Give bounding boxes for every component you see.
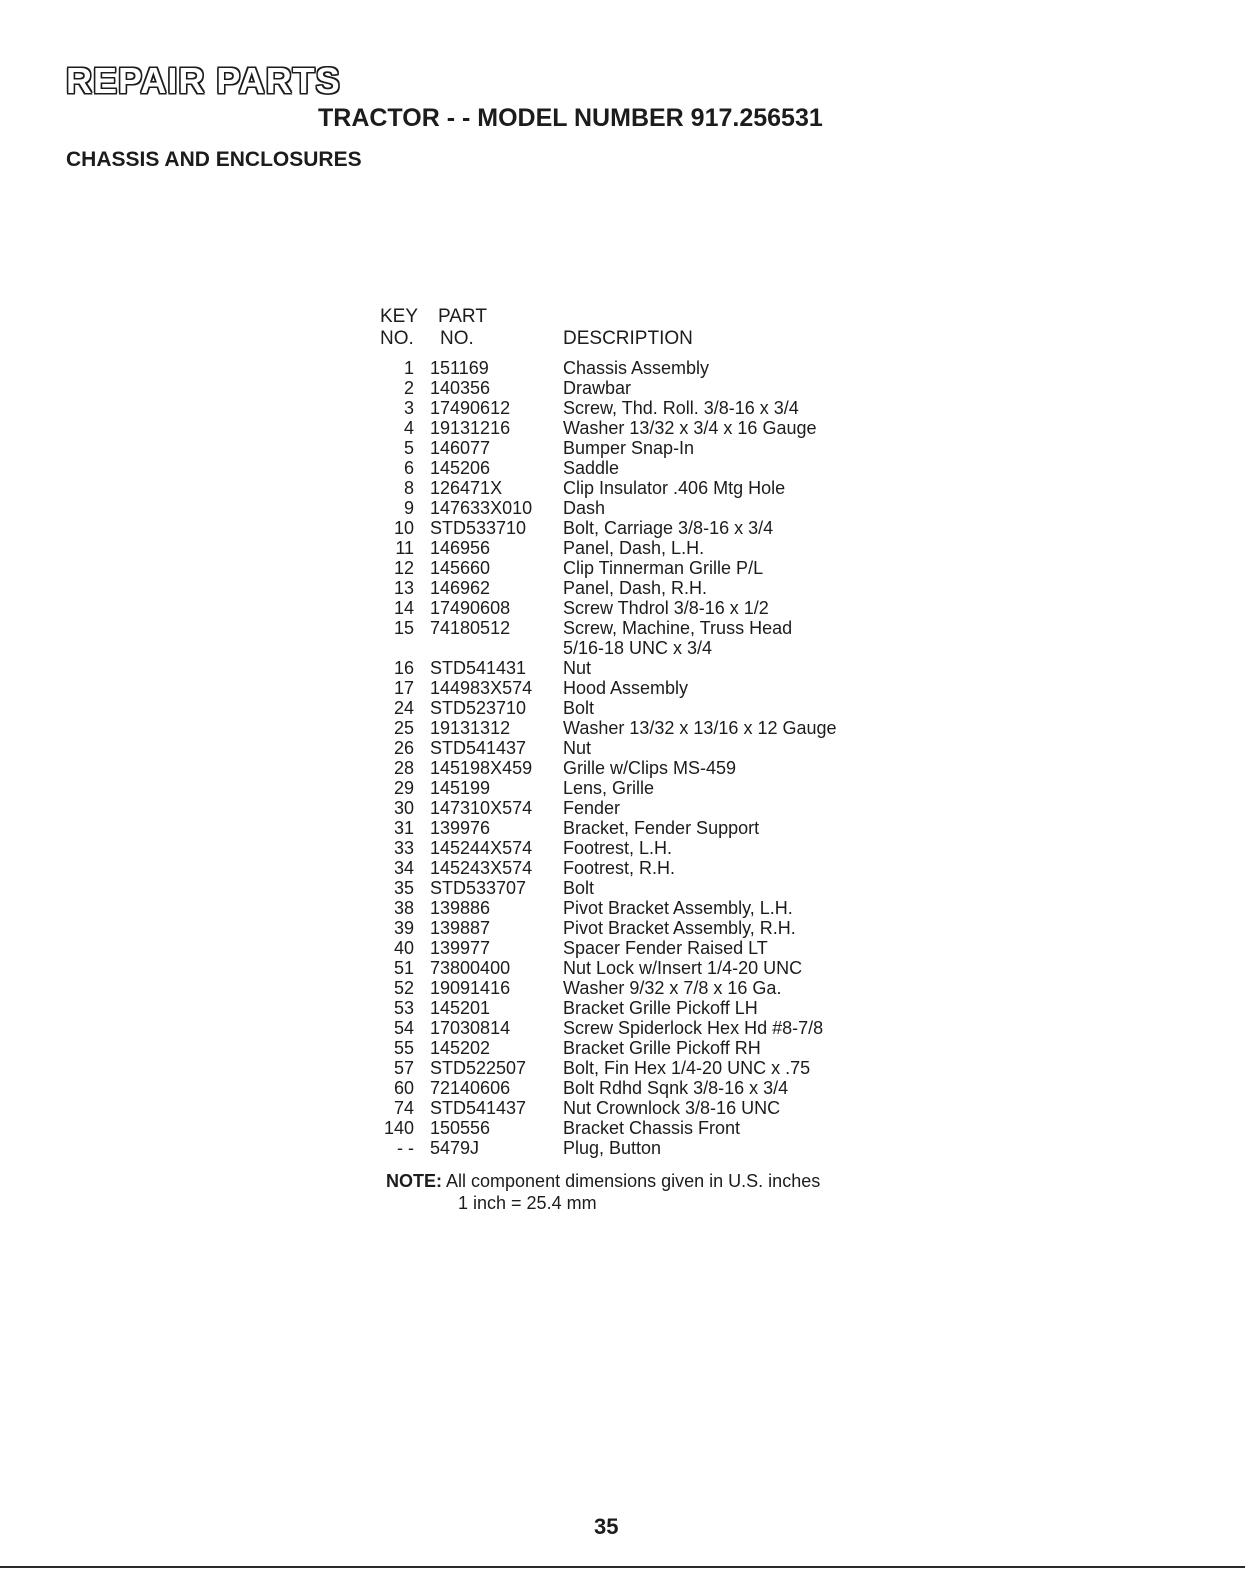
parts-row	[380, 998, 920, 1018]
parts-row	[380, 498, 920, 518]
parts-row	[380, 678, 920, 698]
key-number: 29	[393, 778, 414, 798]
key-number: 60	[393, 1078, 414, 1098]
key-number: 6	[403, 458, 414, 478]
part-description: Washer 13/32 x 3/4 x 16 Gauge	[563, 418, 817, 438]
key-number: 24	[393, 698, 414, 718]
key-number: 39	[393, 918, 414, 938]
part-description: Bracket, Fender Support	[563, 818, 760, 838]
part-description: Bolt Rdhd Sqnk 3/8-16 x 3/4	[563, 1078, 789, 1098]
part-header-line1: PART	[438, 306, 487, 327]
parts-row	[380, 878, 920, 898]
part-description: Screw, Machine, Truss Head	[563, 618, 793, 638]
key-number: - -	[397, 1138, 414, 1158]
part-number: 5479J	[430, 1138, 480, 1158]
part-description: Washer 9/32 x 7/8 x 16 Ga.	[563, 978, 782, 998]
key-number: 34	[393, 858, 414, 878]
key-number: 9	[403, 498, 414, 518]
key-number: 57	[393, 1058, 414, 1078]
key-number: 54	[393, 1018, 414, 1038]
parts-row	[380, 398, 920, 418]
part-number: 73800400	[430, 958, 511, 978]
parts-row	[380, 978, 920, 998]
part-number: STD533707	[430, 878, 527, 898]
part-number: STD541437	[430, 738, 527, 758]
key-number: 51	[393, 958, 414, 978]
parts-row	[380, 778, 920, 798]
part-description: Screw Thdrol 3/8-16 x 1/2	[563, 598, 769, 618]
note-label: NOTE:	[386, 1171, 442, 1191]
part-description: Panel, Dash, R.H.	[563, 578, 708, 598]
part-description: Clip Tinnerman Grille P/L	[563, 558, 764, 578]
part-description: Lens, Grille	[563, 778, 655, 798]
part-description: Panel, Dash, L.H.	[563, 538, 705, 558]
parts-row	[380, 518, 920, 538]
parts-row	[380, 818, 920, 838]
part-number: 140356	[430, 378, 491, 398]
part-description: Clip Insulator .406 Mtg Hole	[563, 478, 786, 498]
part-description: Plug, Button	[563, 1138, 662, 1158]
part-description: Bumper Snap-In	[563, 438, 695, 458]
part-number: 144983X574	[430, 678, 533, 698]
parts-row	[380, 1138, 920, 1158]
parts-row	[380, 378, 920, 398]
parts-row	[380, 798, 920, 818]
part-number: 17030814	[430, 1018, 511, 1038]
parts-row	[380, 1078, 920, 1098]
key-number: 2	[403, 378, 414, 398]
part-number: 151169	[430, 358, 489, 378]
key-number: 38	[393, 898, 414, 918]
part-number: STD541437	[430, 1098, 527, 1118]
part-number: 145206	[430, 458, 491, 478]
parts-row	[380, 1018, 920, 1038]
part-number: 145244X574	[430, 838, 533, 858]
part-number: 139887	[430, 918, 491, 938]
parts-row	[380, 838, 920, 858]
part-description: Nut Lock w/Insert 1/4-20 UNC	[563, 958, 803, 978]
note-line1: All component dimensions given in U.S. inches	[446, 1171, 821, 1191]
part-description: Footrest, L.H.	[563, 838, 673, 858]
parts-row	[380, 598, 920, 618]
parts-row	[380, 438, 920, 458]
parts-row	[380, 1098, 920, 1118]
parts-row	[380, 958, 920, 978]
part-number: 146962	[430, 578, 491, 598]
key-number: 17	[393, 678, 414, 698]
part-number: 139977	[430, 938, 491, 958]
part-number: 139886	[430, 898, 491, 918]
part-description: Bolt	[563, 698, 595, 718]
key-number: 25	[393, 718, 414, 738]
part-number: 72140606	[430, 1078, 511, 1098]
parts-row	[380, 618, 920, 658]
key-number: 13	[393, 578, 414, 598]
key-number: 8	[403, 478, 414, 498]
key-number: 15	[393, 618, 414, 638]
bottom-rule	[0, 1566, 1245, 1568]
part-description: Spacer Fender Raised LT	[563, 938, 768, 958]
part-description: Drawbar	[563, 378, 632, 398]
part-number: STD523710	[430, 698, 527, 718]
part-description: Pivot Bracket Assembly, R.H.	[563, 918, 796, 938]
part-number: 19131216	[430, 418, 511, 438]
key-number: 5	[403, 438, 414, 458]
model-subtitle: TRACTOR - - MODEL NUMBER 917.256531	[318, 104, 823, 132]
parts-row	[380, 458, 920, 478]
part-description: Nut	[563, 658, 592, 678]
parts-row	[380, 1118, 920, 1138]
part-description: Pivot Bracket Assembly, L.H.	[563, 898, 793, 918]
part-description: Screw, Thd. Roll. 3/8-16 x 3/4	[563, 398, 799, 418]
part-number: 146077	[430, 438, 491, 458]
part-number: 146956	[430, 538, 491, 558]
part-description: Bracket Chassis Front	[563, 1118, 741, 1138]
key-number: 1	[403, 358, 414, 378]
key-column-header	[380, 306, 418, 350]
key-number: 12	[393, 558, 414, 578]
parts-row	[380, 898, 920, 918]
key-number: 33	[393, 838, 414, 858]
key-number: 40	[393, 938, 414, 958]
part-number: STD522507	[430, 1058, 527, 1078]
note	[386, 1170, 821, 1213]
key-number: 74	[393, 1098, 414, 1118]
part-number: 17490612	[430, 398, 511, 418]
part-number: 145199	[430, 778, 491, 798]
part-number: 19091416	[430, 978, 511, 998]
parts-row	[380, 358, 920, 378]
part-description: Bracket Grille Pickoff LH	[563, 998, 758, 1018]
part-number: 145201	[430, 998, 491, 1018]
key-number: 53	[393, 998, 414, 1018]
part-number: 145202	[430, 1038, 491, 1058]
parts-row	[380, 558, 920, 578]
page-number: 35	[594, 1514, 619, 1539]
key-number: 140	[383, 1118, 414, 1138]
key-number: 11	[395, 538, 414, 558]
parts-row	[380, 1038, 920, 1058]
part-number: 145198X459	[430, 758, 533, 778]
part-number: 74180512	[430, 618, 511, 638]
part-description: Footrest, R.H.	[563, 858, 676, 878]
part-description: Bracket Grille Pickoff RH	[563, 1038, 761, 1058]
key-number: 4	[403, 418, 414, 438]
key-number: 28	[393, 758, 414, 778]
part-number: 17490608	[430, 598, 511, 618]
key-number: 26	[393, 738, 414, 758]
key-number: 52	[393, 978, 414, 998]
parts-row	[380, 858, 920, 878]
key-number: 10	[393, 518, 414, 538]
parts-row	[380, 698, 920, 718]
part-description: Hood Assembly	[563, 678, 689, 698]
part-number: 150556	[430, 1118, 491, 1138]
part-header-line2: NO.	[440, 328, 474, 349]
part-number: 145243X574	[430, 858, 533, 878]
part-number: 147310X574	[430, 798, 533, 818]
part-number: STD533710	[430, 518, 527, 538]
page-title: REPAIR PARTS	[66, 60, 341, 101]
part-number: 126471X	[430, 478, 503, 498]
parts-row	[380, 538, 920, 558]
part-description: Fender	[563, 798, 621, 818]
part-description: Bolt	[563, 878, 595, 898]
key-number: 16	[393, 658, 414, 678]
part-description: Grille w/Clips MS-459	[563, 758, 737, 778]
parts-row	[380, 578, 920, 598]
key-number: 30	[393, 798, 414, 818]
parts-row	[380, 738, 920, 758]
part-number: 19131312	[430, 718, 511, 738]
key-number: 35	[393, 878, 414, 898]
part-description: Dash	[563, 498, 606, 518]
part-column-header	[438, 306, 487, 350]
part-description: Nut Crownlock 3/8-16 UNC	[563, 1098, 781, 1118]
key-header-line2: NO.	[380, 328, 414, 349]
part-description: Nut	[563, 738, 592, 758]
part-description: Saddle	[563, 458, 620, 478]
parts-row	[380, 758, 920, 778]
part-description: Bolt, Carriage 3/8-16 x 3/4	[563, 518, 774, 538]
parts-row	[380, 718, 920, 738]
parts-row	[380, 658, 920, 678]
parts-row	[380, 418, 920, 438]
parts-row	[380, 478, 920, 498]
part-description: Bolt, Fin Hex 1/4-20 UNC x .75	[563, 1058, 811, 1078]
key-number: 55	[393, 1038, 414, 1058]
parts-row	[380, 1058, 920, 1078]
part-number: 139976	[430, 818, 491, 838]
key-number: 3	[403, 398, 414, 418]
section-heading: CHASSIS AND ENCLOSURES	[66, 148, 362, 171]
part-number: STD541431	[430, 658, 527, 678]
part-description: Screw Spiderlock Hex Hd #8-7/8	[563, 1018, 824, 1038]
part-number: 145660	[430, 558, 491, 578]
description-column-header: DESCRIPTION	[563, 328, 693, 349]
part-number: 147633X010	[430, 498, 533, 518]
parts-row	[380, 938, 920, 958]
part-description-continued: 5/16-18 UNC x 3/4	[563, 638, 713, 658]
part-description: Chassis Assembly	[563, 358, 710, 378]
key-header-line1: KEY	[380, 306, 419, 327]
part-description: Washer 13/32 x 13/16 x 12 Gauge	[563, 718, 837, 738]
parts-row	[380, 918, 920, 938]
key-number: 31	[393, 818, 414, 838]
note-line2: 1 inch = 25.4 mm	[458, 1193, 597, 1213]
key-number: 14	[393, 598, 414, 618]
parts-list	[380, 358, 920, 1158]
